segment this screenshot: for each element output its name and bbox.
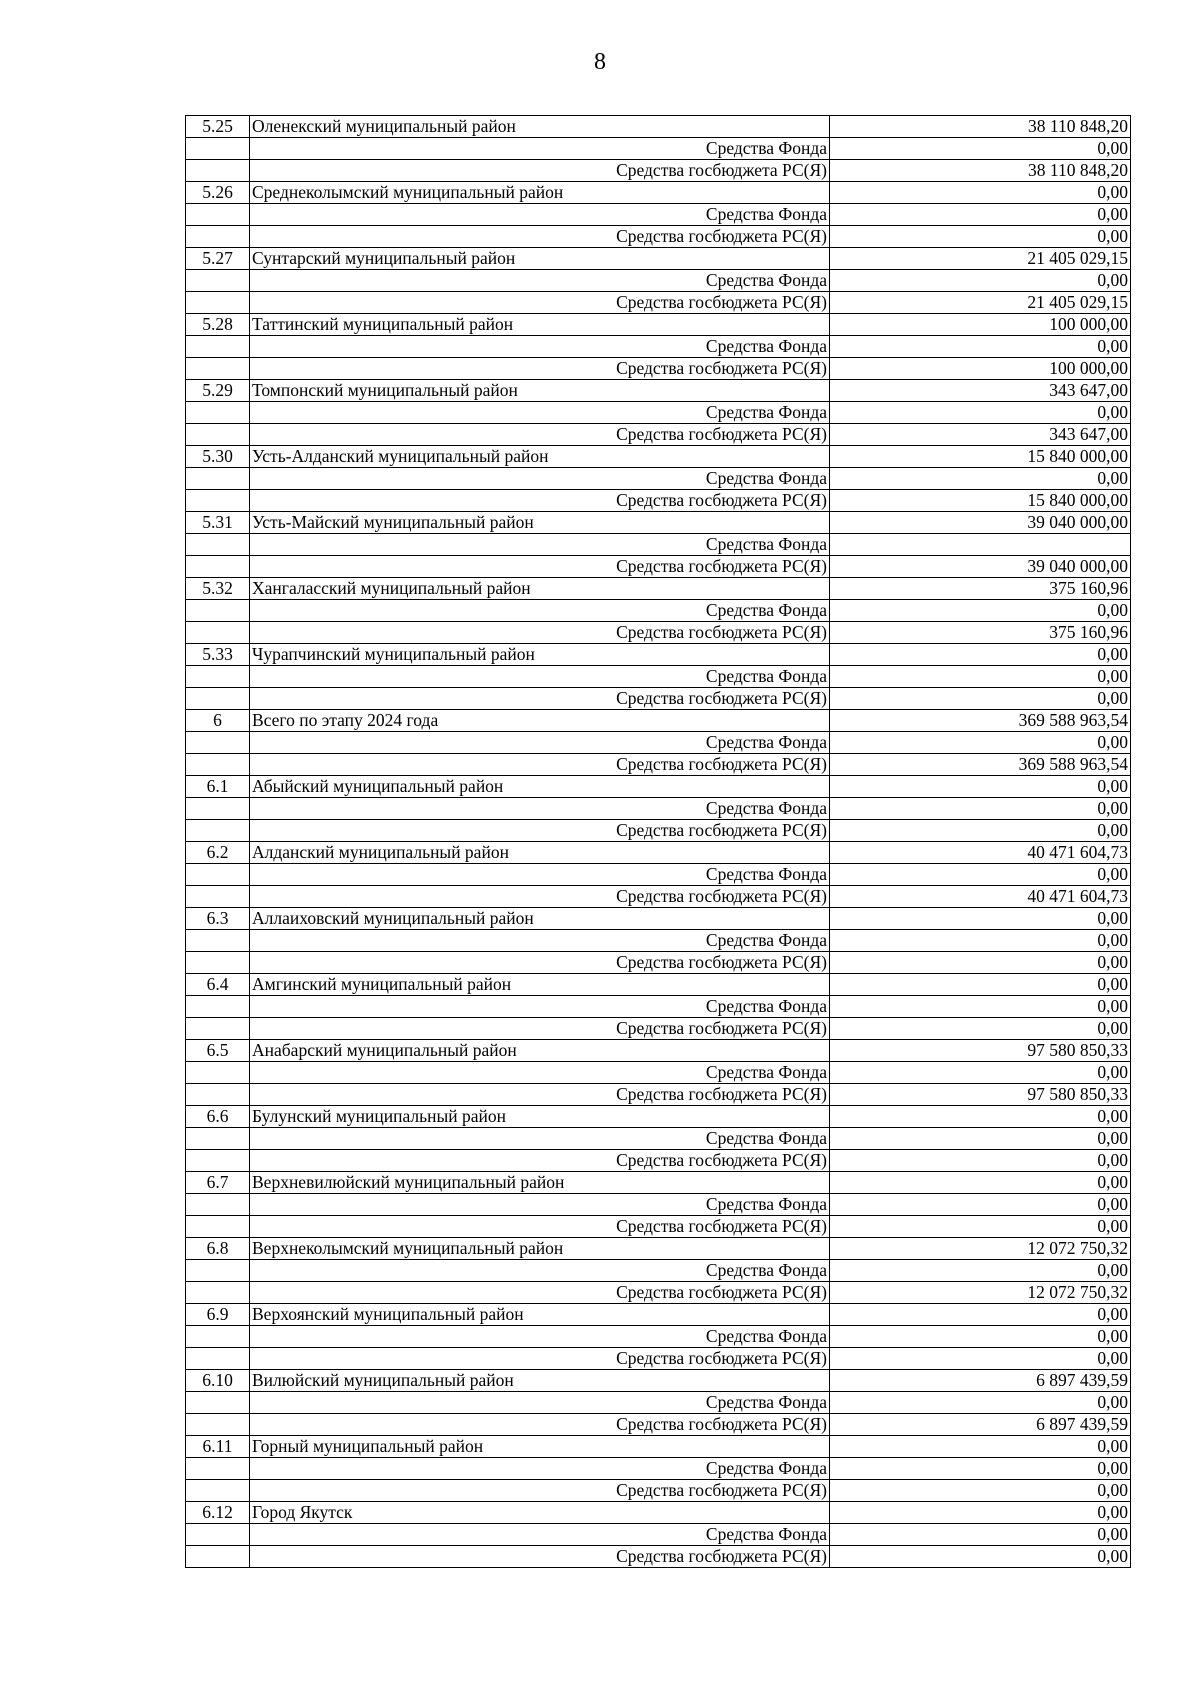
state-budget-row bbox=[186, 1150, 1131, 1172]
empty-cell bbox=[186, 1150, 250, 1172]
fund-label: Средства Фонда bbox=[250, 1260, 830, 1282]
item-name: Алданский муниципальный район bbox=[250, 842, 830, 864]
table-row bbox=[186, 1304, 1131, 1326]
item-name: Таттинский муниципальный район bbox=[250, 314, 830, 336]
empty-cell bbox=[186, 1392, 250, 1414]
empty-cell bbox=[186, 490, 250, 512]
state-budget-row bbox=[186, 754, 1131, 776]
state-budget-value: 0,00 bbox=[830, 820, 1131, 842]
empty-cell bbox=[186, 1018, 250, 1040]
fund-row bbox=[186, 1260, 1131, 1282]
empty-cell bbox=[186, 820, 250, 842]
item-total: 38 110 848,20 bbox=[830, 116, 1131, 138]
item-name: Город Якутск bbox=[250, 1502, 830, 1524]
state-budget-value: 40 471 604,73 bbox=[830, 886, 1131, 908]
item-number: 5.31 bbox=[186, 512, 250, 534]
fund-row bbox=[186, 204, 1131, 226]
fund-value: 0,00 bbox=[830, 600, 1131, 622]
state-budget-label: Средства госбюджета РС(Я) bbox=[250, 1018, 830, 1040]
fund-label: Средства Фонда bbox=[250, 1524, 830, 1546]
item-total: 39 040 000,00 bbox=[830, 512, 1131, 534]
empty-cell bbox=[186, 402, 250, 424]
table-row bbox=[186, 1106, 1131, 1128]
state-budget-row bbox=[186, 1018, 1131, 1040]
item-total: 15 840 000,00 bbox=[830, 446, 1131, 468]
table-row bbox=[186, 380, 1131, 402]
fund-row bbox=[186, 600, 1131, 622]
item-total: 0,00 bbox=[830, 1172, 1131, 1194]
fund-label: Средства Фонда bbox=[250, 732, 830, 754]
item-total: 40 471 604,73 bbox=[830, 842, 1131, 864]
empty-cell bbox=[186, 600, 250, 622]
state-budget-label: Средства госбюджета РС(Я) bbox=[250, 490, 830, 512]
fund-row bbox=[186, 336, 1131, 358]
state-budget-value: 369 588 963,54 bbox=[830, 754, 1131, 776]
fund-label: Средства Фонда bbox=[250, 1194, 830, 1216]
state-budget-value: 12 072 750,32 bbox=[830, 1282, 1131, 1304]
item-name: Верхоянский муниципальный район bbox=[250, 1304, 830, 1326]
state-budget-row bbox=[186, 1348, 1131, 1370]
fund-value: 0,00 bbox=[830, 930, 1131, 952]
state-budget-value: 0,00 bbox=[830, 1348, 1131, 1370]
state-budget-label: Средства госбюджета РС(Я) bbox=[250, 1084, 830, 1106]
state-budget-value: 38 110 848,20 bbox=[830, 160, 1131, 182]
item-total: 0,00 bbox=[830, 1304, 1131, 1326]
item-number: 5.28 bbox=[186, 314, 250, 336]
fund-row bbox=[186, 468, 1131, 490]
empty-cell bbox=[186, 754, 250, 776]
empty-cell bbox=[186, 1458, 250, 1480]
item-name: Верхнеколымский муниципальный район bbox=[250, 1238, 830, 1260]
state-budget-value: 97 580 850,33 bbox=[830, 1084, 1131, 1106]
item-name: Сунтарский муниципальный район bbox=[250, 248, 830, 270]
item-total: 21 405 029,15 bbox=[830, 248, 1131, 270]
state-budget-row bbox=[186, 820, 1131, 842]
fund-row bbox=[186, 666, 1131, 688]
fund-value: 0,00 bbox=[830, 1062, 1131, 1084]
empty-cell bbox=[186, 358, 250, 380]
empty-cell bbox=[186, 1216, 250, 1238]
state-budget-row bbox=[186, 358, 1131, 380]
table-row bbox=[186, 248, 1131, 270]
state-budget-value: 39 040 000,00 bbox=[830, 556, 1131, 578]
item-name: Амгинский муниципальный район bbox=[250, 974, 830, 996]
item-name: Всего по этапу 2024 года bbox=[250, 710, 830, 732]
fund-label: Средства Фонда bbox=[250, 468, 830, 490]
item-number: 6 bbox=[186, 710, 250, 732]
fund-row bbox=[186, 1392, 1131, 1414]
empty-cell bbox=[186, 424, 250, 446]
empty-cell bbox=[186, 1282, 250, 1304]
empty-cell bbox=[186, 666, 250, 688]
fund-label: Средства Фонда bbox=[250, 600, 830, 622]
state-budget-row bbox=[186, 556, 1131, 578]
table-row bbox=[186, 710, 1131, 732]
state-budget-value: 0,00 bbox=[830, 1018, 1131, 1040]
item-total: 343 647,00 bbox=[830, 380, 1131, 402]
state-budget-row bbox=[186, 886, 1131, 908]
state-budget-value: 6 897 439,59 bbox=[830, 1414, 1131, 1436]
item-name: Булунский муниципальный район bbox=[250, 1106, 830, 1128]
fund-value: 0,00 bbox=[830, 1260, 1131, 1282]
state-budget-label: Средства госбюджета РС(Я) bbox=[250, 292, 830, 314]
item-number: 6.7 bbox=[186, 1172, 250, 1194]
empty-cell bbox=[186, 864, 250, 886]
state-budget-row bbox=[186, 688, 1131, 710]
item-name: Среднеколымский муниципальный район bbox=[250, 182, 830, 204]
fund-value: 0,00 bbox=[830, 798, 1131, 820]
state-budget-row bbox=[186, 1546, 1131, 1568]
state-budget-label: Средства госбюджета РС(Я) bbox=[250, 1414, 830, 1436]
empty-cell bbox=[186, 160, 250, 182]
empty-cell bbox=[186, 622, 250, 644]
item-total: 0,00 bbox=[830, 1502, 1131, 1524]
empty-cell bbox=[186, 1084, 250, 1106]
empty-cell bbox=[186, 336, 250, 358]
fund-row bbox=[186, 798, 1131, 820]
empty-cell bbox=[186, 1128, 250, 1150]
state-budget-row bbox=[186, 1480, 1131, 1502]
table-row bbox=[186, 1502, 1131, 1524]
fund-label: Средства Фонда bbox=[250, 1128, 830, 1150]
empty-cell bbox=[186, 204, 250, 226]
empty-cell bbox=[186, 138, 250, 160]
budget-table-body bbox=[186, 116, 1131, 1568]
fund-row bbox=[186, 1194, 1131, 1216]
item-total: 0,00 bbox=[830, 908, 1131, 930]
state-budget-label: Средства госбюджета РС(Я) bbox=[250, 556, 830, 578]
table-row bbox=[186, 578, 1131, 600]
fund-value: 0,00 bbox=[830, 1194, 1131, 1216]
table-row bbox=[186, 1040, 1131, 1062]
item-number: 5.25 bbox=[186, 116, 250, 138]
empty-cell bbox=[186, 1414, 250, 1436]
state-budget-label: Средства госбюджета РС(Я) bbox=[250, 952, 830, 974]
empty-cell bbox=[186, 1546, 250, 1568]
fund-row bbox=[186, 1062, 1131, 1084]
item-number: 6.3 bbox=[186, 908, 250, 930]
item-total: 97 580 850,33 bbox=[830, 1040, 1131, 1062]
state-budget-label: Средства госбюджета РС(Я) bbox=[250, 622, 830, 644]
item-number: 5.30 bbox=[186, 446, 250, 468]
empty-cell bbox=[186, 1062, 250, 1084]
empty-cell bbox=[186, 1524, 250, 1546]
fund-value: 0,00 bbox=[830, 666, 1131, 688]
fund-value: 0,00 bbox=[830, 402, 1131, 424]
state-budget-label: Средства госбюджета РС(Я) bbox=[250, 1282, 830, 1304]
state-budget-value: 375 160,96 bbox=[830, 622, 1131, 644]
fund-row bbox=[186, 1326, 1131, 1348]
table-row bbox=[186, 1172, 1131, 1194]
state-budget-label: Средства госбюджета РС(Я) bbox=[250, 754, 830, 776]
fund-row bbox=[186, 270, 1131, 292]
state-budget-label: Средства госбюджета РС(Я) bbox=[250, 1546, 830, 1568]
table-row bbox=[186, 116, 1131, 138]
item-number: 6.9 bbox=[186, 1304, 250, 1326]
fund-label: Средства Фонда bbox=[250, 336, 830, 358]
fund-row bbox=[186, 1524, 1131, 1546]
state-budget-row bbox=[186, 292, 1131, 314]
state-budget-value: 21 405 029,15 bbox=[830, 292, 1131, 314]
item-number: 6.2 bbox=[186, 842, 250, 864]
item-total: 6 897 439,59 bbox=[830, 1370, 1131, 1392]
state-budget-label: Средства госбюджета РС(Я) bbox=[250, 1150, 830, 1172]
fund-label: Средства Фонда bbox=[250, 666, 830, 688]
item-name: Вилюйский муниципальный район bbox=[250, 1370, 830, 1392]
state-budget-label: Средства госбюджета РС(Я) bbox=[250, 886, 830, 908]
fund-label: Средства Фонда bbox=[250, 402, 830, 424]
empty-cell bbox=[186, 1326, 250, 1348]
empty-cell bbox=[186, 688, 250, 710]
table-row bbox=[186, 974, 1131, 996]
item-name: Абыйский муниципальный район bbox=[250, 776, 830, 798]
item-total: 0,00 bbox=[830, 974, 1131, 996]
fund-label: Средства Фонда bbox=[250, 864, 830, 886]
fund-row bbox=[186, 1128, 1131, 1150]
fund-value: 0,00 bbox=[830, 1326, 1131, 1348]
item-total: 0,00 bbox=[830, 776, 1131, 798]
state-budget-row bbox=[186, 1414, 1131, 1436]
item-number: 6.12 bbox=[186, 1502, 250, 1524]
state-budget-row bbox=[186, 952, 1131, 974]
state-budget-value: 0,00 bbox=[830, 688, 1131, 710]
empty-cell bbox=[186, 270, 250, 292]
fund-value: 0,00 bbox=[830, 864, 1131, 886]
item-number: 5.33 bbox=[186, 644, 250, 666]
state-budget-label: Средства госбюджета РС(Я) bbox=[250, 1348, 830, 1370]
fund-label: Средства Фонда bbox=[250, 798, 830, 820]
fund-value: 0,00 bbox=[830, 1392, 1131, 1414]
empty-cell bbox=[186, 226, 250, 248]
fund-label: Средства Фонда bbox=[250, 1458, 830, 1480]
empty-cell bbox=[186, 534, 250, 556]
table-row bbox=[186, 1238, 1131, 1260]
fund-row bbox=[186, 930, 1131, 952]
item-total: 0,00 bbox=[830, 1436, 1131, 1458]
fund-label: Средства Фонда bbox=[250, 930, 830, 952]
empty-cell bbox=[186, 798, 250, 820]
fund-row bbox=[186, 864, 1131, 886]
fund-label: Средства Фонда bbox=[250, 270, 830, 292]
table-row bbox=[186, 776, 1131, 798]
empty-cell bbox=[186, 556, 250, 578]
fund-value: 0,00 bbox=[830, 996, 1131, 1018]
item-name: Анабарский муниципальный район bbox=[250, 1040, 830, 1062]
state-budget-value: 0,00 bbox=[830, 1150, 1131, 1172]
fund-row bbox=[186, 402, 1131, 424]
fund-value: 0,00 bbox=[830, 336, 1131, 358]
table-row bbox=[186, 446, 1131, 468]
fund-label: Средства Фонда bbox=[250, 996, 830, 1018]
item-number: 5.32 bbox=[186, 578, 250, 600]
state-budget-value: 0,00 bbox=[830, 1480, 1131, 1502]
state-budget-label: Средства госбюджета РС(Я) bbox=[250, 358, 830, 380]
empty-cell bbox=[186, 996, 250, 1018]
state-budget-value: 100 000,00 bbox=[830, 358, 1131, 380]
table-row bbox=[186, 1436, 1131, 1458]
fund-row bbox=[186, 138, 1131, 160]
item-total: 0,00 bbox=[830, 1106, 1131, 1128]
state-budget-row bbox=[186, 1216, 1131, 1238]
state-budget-value: 343 647,00 bbox=[830, 424, 1131, 446]
state-budget-row bbox=[186, 490, 1131, 512]
table-row bbox=[186, 908, 1131, 930]
item-name: Томпонский муниципальный район bbox=[250, 380, 830, 402]
state-budget-label: Средства госбюджета РС(Я) bbox=[250, 226, 830, 248]
fund-row bbox=[186, 1458, 1131, 1480]
item-number: 6.8 bbox=[186, 1238, 250, 1260]
fund-value: 0,00 bbox=[830, 1458, 1131, 1480]
item-number: 6.4 bbox=[186, 974, 250, 996]
item-name: Хангаласский муниципальный район bbox=[250, 578, 830, 600]
empty-cell bbox=[186, 1194, 250, 1216]
fund-value: 0,00 bbox=[830, 204, 1131, 226]
fund-row bbox=[186, 996, 1131, 1018]
table-row bbox=[186, 512, 1131, 534]
state-budget-label: Средства госбюджета РС(Я) bbox=[250, 1216, 830, 1238]
state-budget-label: Средства госбюджета РС(Я) bbox=[250, 1480, 830, 1502]
item-total: 100 000,00 bbox=[830, 314, 1131, 336]
fund-row bbox=[186, 534, 1131, 556]
fund-label: Средства Фонда bbox=[250, 534, 830, 556]
fund-value: 0,00 bbox=[830, 1128, 1131, 1150]
fund-label: Средства Фонда bbox=[250, 1392, 830, 1414]
state-budget-label: Средства госбюджета РС(Я) bbox=[250, 820, 830, 842]
item-name: Горный муниципальный район bbox=[250, 1436, 830, 1458]
empty-cell bbox=[186, 1260, 250, 1282]
item-number: 6.11 bbox=[186, 1436, 250, 1458]
state-budget-row bbox=[186, 1282, 1131, 1304]
fund-value: 0,00 bbox=[830, 270, 1131, 292]
state-budget-row bbox=[186, 226, 1131, 248]
item-total: 12 072 750,32 bbox=[830, 1238, 1131, 1260]
empty-cell bbox=[186, 292, 250, 314]
item-number: 5.27 bbox=[186, 248, 250, 270]
state-budget-row bbox=[186, 424, 1131, 446]
empty-cell bbox=[186, 468, 250, 490]
item-total: 0,00 bbox=[830, 182, 1131, 204]
item-number: 6.1 bbox=[186, 776, 250, 798]
item-number: 6.10 bbox=[186, 1370, 250, 1392]
fund-value: 0,00 bbox=[830, 732, 1131, 754]
state-budget-label: Средства госбюджета РС(Я) bbox=[250, 688, 830, 710]
page-number: 8 bbox=[594, 49, 606, 75]
table-row bbox=[186, 644, 1131, 666]
state-budget-row bbox=[186, 1084, 1131, 1106]
state-budget-value: 0,00 bbox=[830, 952, 1131, 974]
fund-row bbox=[186, 732, 1131, 754]
state-budget-value: 0,00 bbox=[830, 1216, 1131, 1238]
item-name: Усть-Майский муниципальный район bbox=[250, 512, 830, 534]
item-name: Чурапчинский муниципальный район bbox=[250, 644, 830, 666]
fund-label: Средства Фонда bbox=[250, 1326, 830, 1348]
table-row bbox=[186, 842, 1131, 864]
item-total: 375 160,96 bbox=[830, 578, 1131, 600]
empty-cell bbox=[186, 1480, 250, 1502]
fund-label: Средства Фонда bbox=[250, 1062, 830, 1084]
item-number: 6.5 bbox=[186, 1040, 250, 1062]
fund-value: 0,00 bbox=[830, 138, 1131, 160]
state-budget-value: 15 840 000,00 bbox=[830, 490, 1131, 512]
state-budget-row bbox=[186, 160, 1131, 182]
fund-value: 0,00 bbox=[830, 468, 1131, 490]
table-row bbox=[186, 182, 1131, 204]
empty-cell bbox=[186, 886, 250, 908]
item-number: 6.6 bbox=[186, 1106, 250, 1128]
table-row bbox=[186, 314, 1131, 336]
item-name: Верхневилюйский муниципальный район bbox=[250, 1172, 830, 1194]
item-name: Аллаиховский муниципальный район bbox=[250, 908, 830, 930]
fund-value bbox=[830, 534, 1131, 556]
empty-cell bbox=[186, 1348, 250, 1370]
empty-cell bbox=[186, 952, 250, 974]
state-budget-label: Средства госбюджета РС(Я) bbox=[250, 160, 830, 182]
item-total: 369 588 963,54 bbox=[830, 710, 1131, 732]
budget-table bbox=[185, 115, 1131, 1568]
state-budget-label: Средства госбюджета РС(Я) bbox=[250, 424, 830, 446]
fund-label: Средства Фонда bbox=[250, 138, 830, 160]
item-total: 0,00 bbox=[830, 644, 1131, 666]
table-row bbox=[186, 1370, 1131, 1392]
empty-cell bbox=[186, 930, 250, 952]
fund-label: Средства Фонда bbox=[250, 204, 830, 226]
item-name: Усть-Алданский муниципальный район bbox=[250, 446, 830, 468]
item-number: 5.26 bbox=[186, 182, 250, 204]
fund-value: 0,00 bbox=[830, 1524, 1131, 1546]
state-budget-value: 0,00 bbox=[830, 1546, 1131, 1568]
item-number: 5.29 bbox=[186, 380, 250, 402]
state-budget-value: 0,00 bbox=[830, 226, 1131, 248]
empty-cell bbox=[186, 732, 250, 754]
state-budget-row bbox=[186, 622, 1131, 644]
item-name: Оленекский муниципальный район bbox=[250, 116, 830, 138]
